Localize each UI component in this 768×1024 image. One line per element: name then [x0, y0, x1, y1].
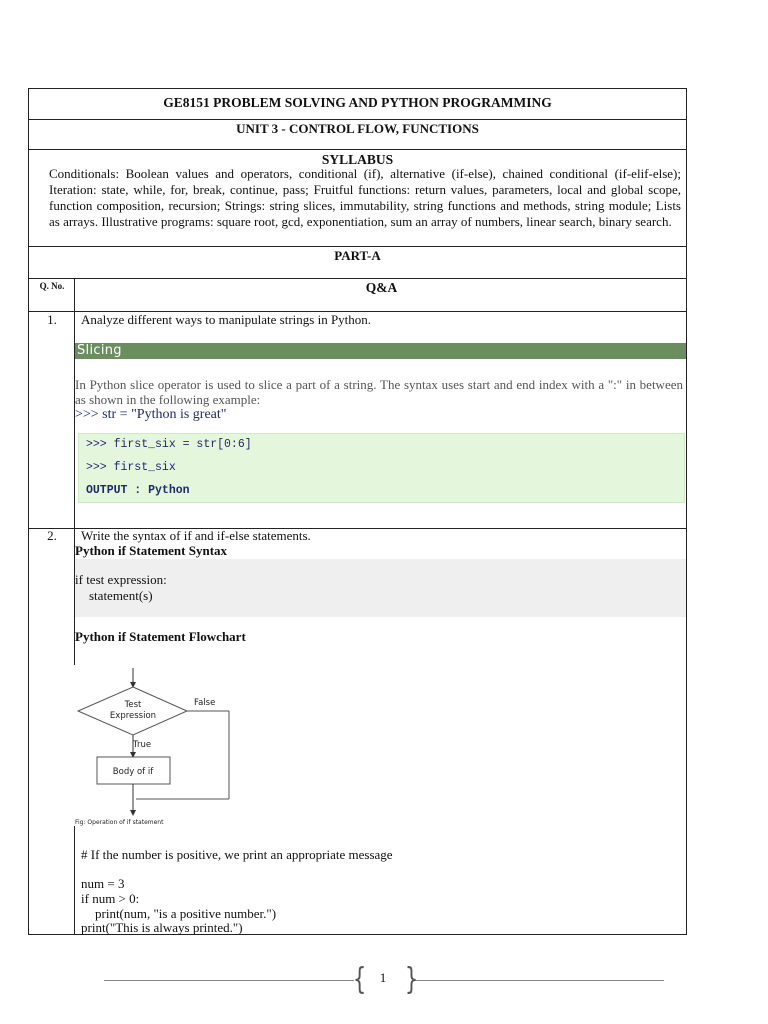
part-label: PART-A [334, 248, 381, 263]
code-output-line: OUTPUT : Python [86, 484, 190, 497]
column-divider [74, 826, 75, 935]
course-title: GE8151 PROBLEM SOLVING AND PYTHON PROGRAMMING [163, 95, 552, 110]
syllabus-heading: SYLLABUS [321, 152, 394, 167]
false-label: False [194, 698, 216, 708]
code-line: if num > 0: [81, 891, 140, 906]
code-line: num = 3 [81, 876, 125, 891]
flowchart-heading: Python if Statement Flowchart [75, 629, 246, 644]
if-statement-flowchart [70, 668, 250, 828]
row-divider [28, 119, 687, 120]
row-divider [28, 149, 687, 150]
example-prompt: >>> str = "Python is great" [75, 407, 227, 422]
syllabus-text: Conditionals: Boolean values and operators, conditional (if), alternative (if-else), chained conditional (if-elif-else); Iteration: state, while, for, break, continue, pass; Fruitful functions: return values, parameters, local and global scope, function composition, recursion; Strings: string slices, immutability, string functions and methods, string module; Lists as arrays. Illustrative programs: square root, gcd, exponentiation, sum an array of numbers, linear search, binary search. [49, 166, 681, 229]
decision-label: Expression [109, 711, 157, 721]
code-example-box [78, 433, 685, 503]
page-brace-left: { [352, 962, 367, 997]
code-line: print(num, "is a positive number.") [95, 906, 277, 921]
question-number: 1. [47, 312, 57, 327]
footer-rule-left [104, 980, 354, 981]
code-line: print("This is always printed.") [81, 920, 243, 935]
footer-rule-right [414, 980, 664, 981]
code-comment: # If the number is positive, we print an appropriate message [81, 847, 393, 862]
true-label: True [133, 740, 152, 750]
slicing-paragraph: In Python slice operator is used to slice a part of a string. The syntax uses start and end index with a ":" in between as shown in the following example: [75, 377, 683, 407]
qno-column-header: Q. No. [39, 281, 65, 291]
syntax-heading: Python if Statement Syntax [75, 543, 228, 558]
flowchart-caption: Fig: Operation of if statement [75, 819, 164, 826]
code-line: >>> first_six [86, 461, 176, 474]
page-number: 1 [379, 970, 387, 985]
syntax-line: statement(s) [89, 588, 153, 603]
question-number: 2. [47, 528, 57, 543]
unit-title: UNIT 3 - CONTROL FLOW, FUNCTIONS [236, 121, 479, 136]
code-line: >>> first_six = str[0:6] [86, 438, 252, 451]
body-label: Body of if [112, 767, 154, 777]
row-divider [28, 246, 687, 247]
question-text: Analyze different ways to manipulate strings in Python. [81, 312, 372, 327]
question-text: Write the syntax of if and if-else statements. [81, 528, 311, 543]
row-divider [28, 278, 687, 279]
qa-column-header: Q&A [365, 280, 398, 295]
page-brace-right: } [404, 962, 419, 997]
syntax-line: if test expression: [75, 572, 167, 587]
section-bar-slicing: Slicing [75, 343, 686, 359]
decision-label: Test [124, 700, 142, 710]
syntax-box [75, 559, 686, 617]
